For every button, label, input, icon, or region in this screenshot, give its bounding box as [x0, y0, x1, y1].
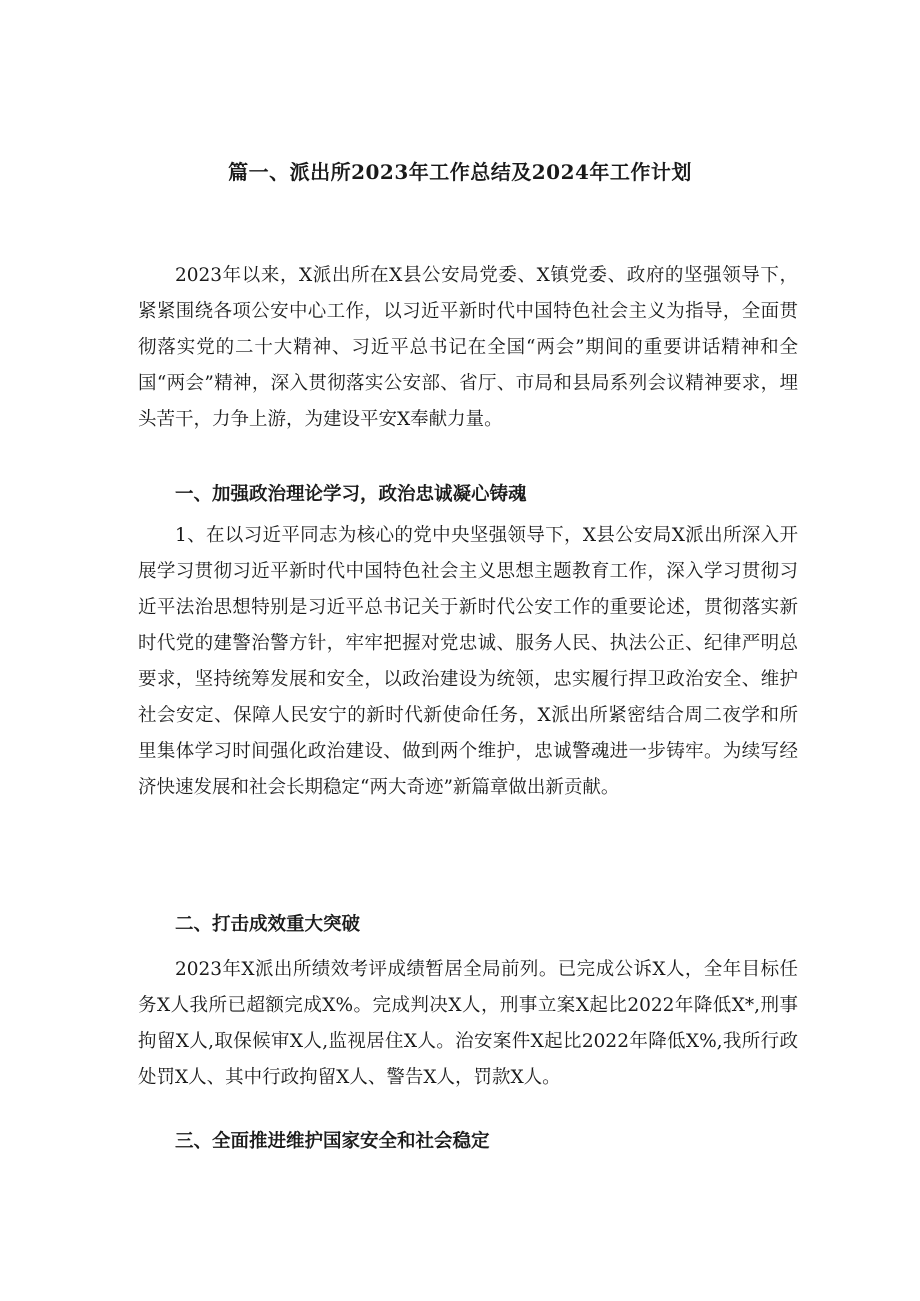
section-heading-1: 一、加强政治理论学习，政治忠诚凝心铸魂 — [175, 484, 527, 505]
intro-paragraph: 2023年以来，X派出所在X县公安局党委、X镇党委、政府的坚强领导下，紧紧围绕各项公安中心工作，以习近平新时代中国特色社会主义为指导，全面贯彻落实党的二十大精神、习近平总书记在全国“两会”期间的重要讲话精神和全国“两会”精神，深入贯彻落实公安部、省厅、市局和县局系列会议精神要求，埋头苦干，力争上游，为建设平安X奉献力量。 — [138, 265, 798, 430]
section-body-1: 1、在以习近平同志为核心的党中央坚强领导下，X县公安局X派出所深入开展学习贯彻习近平新时代中国特色社会主义思想主题教育工作，深入学习贯彻习近平法治思想特别是习近平总书记关于新时代公安工作的重要论述，贯彻落实新时代党的建警治警方针，牢牢把握对党忠诚、服务人民、执法公正、纪律严明总要求，坚持统筹发展和安全，以政治建设为统领，忠实履行捍卫政治安全、维护社会安定、保障人民安宁的新时代新使命任务，X派出所紧密结合周二夜学和所里集体学习时间强化政治建设、做到两个维护，忠诚警魂进一步铸牢。为续写经济快速发展和社会长期稳定“两大奇迹”新篇章做出新贡献。 — [138, 525, 798, 798]
section-heading-3: 三、全面推进维护国家安全和社会稳定 — [175, 1131, 490, 1152]
document-title: 篇一、派出所2023年工作总结及2024年工作计划 — [228, 160, 692, 184]
section-heading-2: 二、打击成效重大突破 — [175, 914, 361, 935]
section-body-2: 2023年X派出所绩效考评成绩暂居全局前列。已完成公诉X人，全年目标任务X人我所已超额完成X%。完成判决X人，刑事立案X起比2022年降低X*,刑事拘留X人,取保候审X人,监视居住X人。治安案件X起比2022年降低X%,我所行政处罚X人、其中行政拘留X人、警告X人，罚款X人。 — [138, 959, 798, 1088]
